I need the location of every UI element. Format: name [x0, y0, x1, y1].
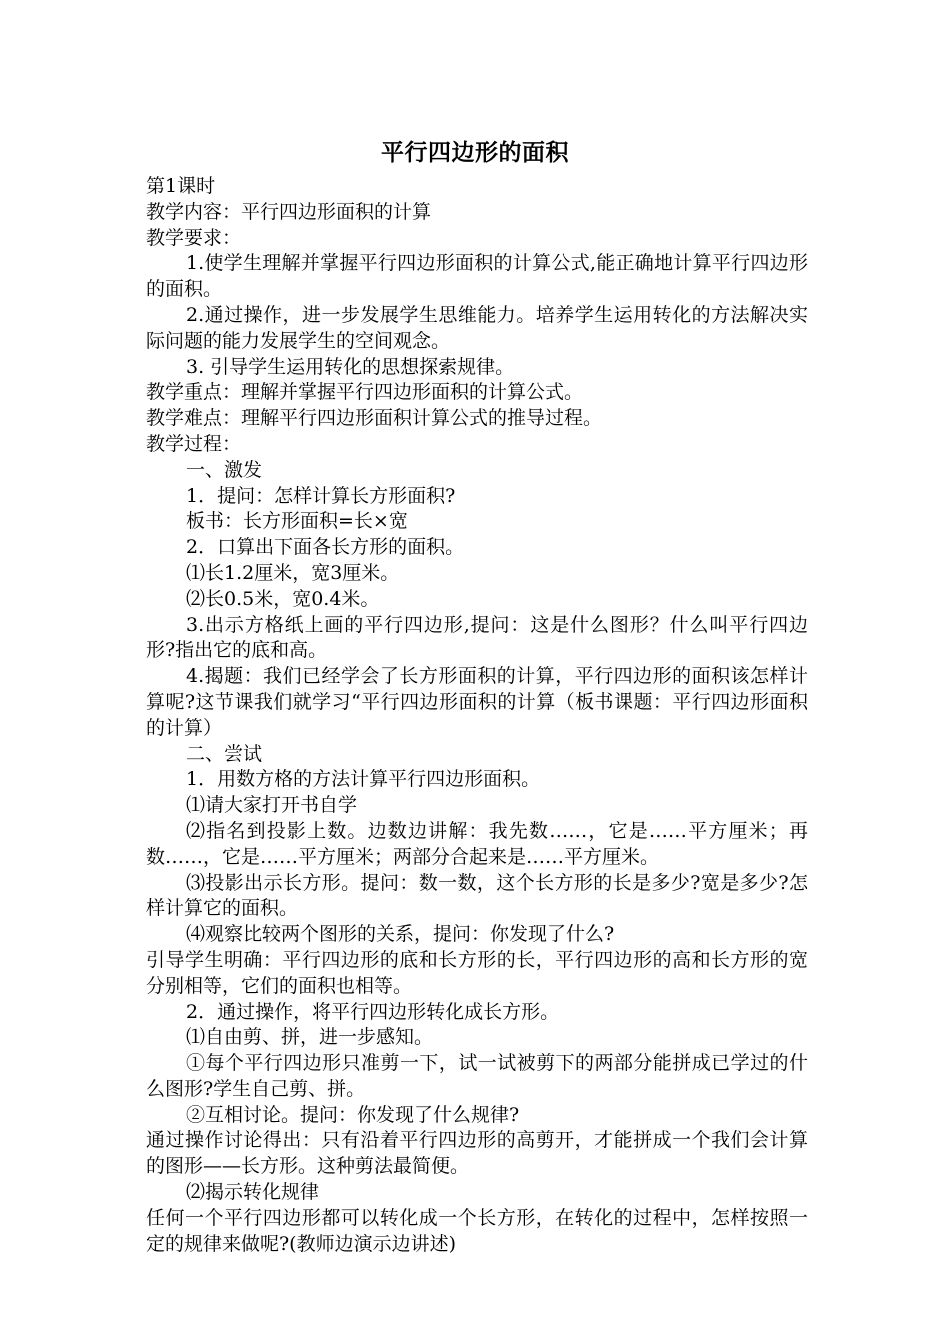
paragraph: 引导学生明确：平行四边形的底和长方形的长，平行四边形的高和长方形的宽分别相等，它们的面积也相等。	[146, 948, 808, 997]
paragraph: ⑵揭示转化规律	[186, 1181, 320, 1204]
paragraph: 通过操作讨论得出：只有沿着平行四边形的高剪开，才能拼成一个我们会计算的图形——长方形。这种剪法最简便。	[146, 1129, 808, 1178]
paragraph: 教学内容：平行四边形面积的计算	[146, 200, 432, 223]
paragraph: 任何一个平行四边形都可以转化成一个长方形，在转化的过程中，怎样按照一定的规律来做呢?(教师边演示边讲述)	[146, 1206, 808, 1255]
paragraph: ⑶投影出示长方形。提问：数一数，这个长方形的长是多少?宽是多少?怎样计算它的面积。	[146, 871, 808, 920]
paragraph: ⑵指名到投影上数。边数边讲解：我先数……，它是……平方厘米；再数……，它是……平方厘米；两部分合起来是……平方厘米。	[146, 819, 808, 868]
paragraph: 教学过程：	[146, 432, 242, 455]
paragraph: 第1课时	[146, 175, 216, 197]
paragraph: ⑴请大家打开书自学	[186, 794, 358, 817]
paragraph: 3.出示方格纸上画的平行四边形,提问：这是什么图形？什么叫平行四边形?指出它的底和高。	[146, 613, 808, 662]
paragraph: 教学要求：	[146, 226, 242, 249]
paragraph: 二、尝试	[186, 742, 263, 765]
paragraph: 2．口算出下面各长方形的面积。	[186, 536, 465, 559]
document-body	[146, 174, 808, 1257]
paragraph: ⑴自由剪、拼，进一步感知。	[186, 1026, 434, 1049]
paragraph: ②互相讨论。提问：你发现了什么规律?	[186, 1103, 520, 1126]
paragraph: 1．用数方格的方法计算平行四边形面积。	[186, 768, 541, 791]
paragraph: 2．通过操作，将平行四边形转化成长方形。	[186, 1000, 560, 1023]
paragraph: ⑴长1.2厘米，宽3厘米。	[186, 561, 400, 584]
paragraph: 1.使学生理解并掌握平行四边形面积的计算公式,能正确地计算平行四边形的面积。	[146, 252, 808, 301]
paragraph: 3. 引导学生运用转化的思想探索规律。	[186, 355, 515, 378]
paragraph: ⑷观察比较两个图形的关系，提问：你发现了什么?	[186, 923, 615, 946]
paragraph: 1．提问：怎样计算长方形面积?	[186, 484, 456, 507]
paragraph: 教学重点：理解并掌握平行四边形面积的计算公式。	[146, 381, 584, 404]
paragraph: 板书：长方形面积=长×宽	[186, 510, 408, 533]
paragraph: ⑵长0.5米，宽0.4米。	[186, 587, 380, 610]
paragraph: 一、激发	[186, 458, 263, 481]
paragraph: 4.揭题：我们已经学会了长方形面积的计算，平行四边形的面积该怎样计算呢?这节课我们就学习“平行四边形面积的计算（板书课题：平行四边形面积的计算）	[146, 665, 808, 739]
paragraph: ①每个平行四边形只准剪一下，试一试被剪下的两部分能拼成已学过的什么图形?学生自己剪、拼。	[146, 1052, 808, 1100]
document-title: 平行四边形的面积	[381, 140, 569, 166]
paragraph: 教学难点：理解平行四边形面积计算公式的推导过程。	[146, 407, 603, 430]
paragraph: 2.通过操作，进一步发展学生思维能力。培养学生运用转化的方法解决实际问题的能力发展学生的空间观念。	[146, 303, 808, 352]
